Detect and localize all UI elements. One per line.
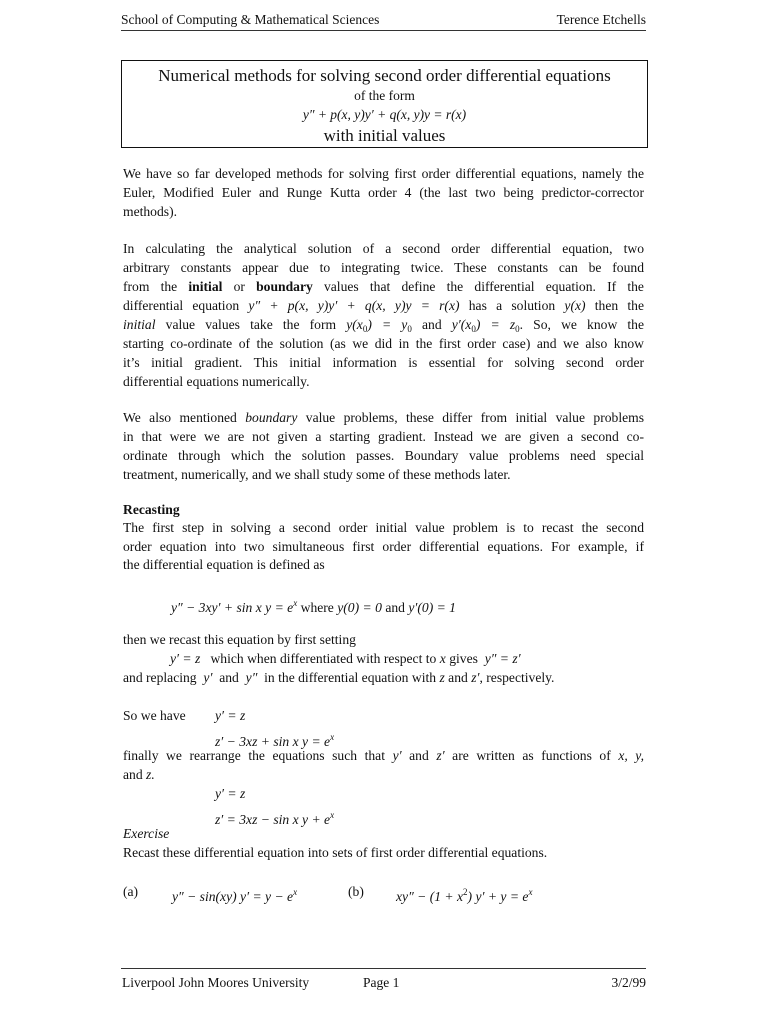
equation-exponent: x xyxy=(293,887,298,897)
text-line xyxy=(123,747,644,766)
text-line: it’s initial gradient. This initial information is essential for solving second order xyxy=(123,355,644,370)
variable: x xyxy=(439,651,446,666)
text-fragment: , respectively. xyxy=(479,670,555,685)
text-line: then we recast this equation by first setting xyxy=(123,632,356,647)
equation-exponent: 2 xyxy=(463,887,468,897)
variable: z′ xyxy=(436,748,445,763)
term-initial-italic: initial xyxy=(123,317,156,332)
text-fragment: from the xyxy=(123,279,178,294)
text-fragment: or xyxy=(233,279,245,294)
title-equation: y″ + p(x, y)y′ + q(x, y)y = r(x) xyxy=(302,107,467,122)
inline-equation: y″ = z′ xyxy=(484,651,521,666)
footer-university: Liverpool John Moores University xyxy=(122,975,310,990)
text-fragment: gives xyxy=(449,651,478,666)
text-fragment: and xyxy=(409,748,429,763)
text-line: arbitrary constants appear due to integrating twice. These constants can be found xyxy=(123,260,644,275)
text-fragment: and xyxy=(219,670,239,685)
text-fragment: and replacing xyxy=(123,670,197,685)
text-fragment: which when differentiated with respect to xyxy=(210,651,437,666)
text-fragment: differential equation xyxy=(123,298,240,313)
equation-exponent: x xyxy=(330,810,335,820)
text-line: differential equations numerically. xyxy=(123,374,310,389)
title-box xyxy=(121,60,648,148)
display-equation xyxy=(171,594,692,618)
inline-equation: $y(x_0) = y_0$ xyxy=(346,317,412,334)
text-line: the differential equation is defined as xyxy=(123,557,325,572)
text-line: treatment, numerically, and we shall study some of these methods later. xyxy=(123,467,511,482)
variable: y′ xyxy=(392,748,402,763)
text-fragment: value values take the form xyxy=(165,317,337,332)
system-equation: y′ = z xyxy=(215,708,246,723)
text-line xyxy=(123,297,644,316)
term-initial: initial xyxy=(188,279,223,294)
variable: z. xyxy=(146,767,155,782)
footer-date: 3/2/99 xyxy=(611,975,646,990)
text-line: starting co-ordinate of the solution (as we did in the first order case) and we also know xyxy=(123,336,644,351)
variable: y″ xyxy=(245,670,258,685)
text-fragment: and xyxy=(448,670,468,685)
page-footer xyxy=(121,968,646,993)
text-line: ordinate through which the solution passes. Boundary value problems need special xyxy=(123,448,644,463)
equation-body: z′ = 3xz − sin x y + e xyxy=(215,812,331,827)
text-fragment: has a solution xyxy=(468,298,556,313)
section-heading-exercise: Exercise xyxy=(123,826,170,841)
text-fragment: and xyxy=(385,600,405,615)
text-line: order equation into two simultaneous first order differential equations. For example, if xyxy=(123,539,644,554)
text-line: initial value values take the form $y(x_0) = y_0$ and $y'(x_0) = z_0$. So, we know the xyxy=(123,317,645,334)
title-form-line: of the form xyxy=(354,88,415,103)
equation-body: y″ − 3xy′ + sin x y = e xyxy=(171,600,294,615)
text-fragment: finally we rearrange the equations such that xyxy=(123,748,385,763)
text-line: in that were we are not given a starting gradient. Instead we are given a second co- xyxy=(123,429,644,444)
inline-equation: y(x) xyxy=(564,298,586,313)
exercise-a-label: (a) xyxy=(123,884,139,899)
text-fragment: where xyxy=(300,600,334,615)
text-fragment: We also mentioned xyxy=(123,410,237,425)
text-fragment: values that define the differential equation. If the xyxy=(323,279,644,294)
equation-body: y″ − sin(xy) y′ = y − e xyxy=(172,889,294,904)
footer-page-number: Page 1 xyxy=(363,975,400,990)
text-fragment: and xyxy=(123,767,143,782)
text-line: In calculating the analytical solution of a second order differential equation, two xyxy=(123,241,644,256)
equation-body: ) y′ + y = e xyxy=(467,889,529,904)
text-line xyxy=(123,409,644,428)
text-fragment: in the differential equation with xyxy=(264,670,437,685)
equation-body: z′ − 3xz + sin x y = e xyxy=(215,734,331,749)
text-line: The first step in solving a second order initial value problem is to recast the second xyxy=(123,520,644,535)
paragraph-intro: We have so far developed methods for solving first order differential equations, namely the Euler, Modified Euler and Runge Kutta order 4 (the last two being predictor-corrector methods). xyxy=(123,166,644,219)
exercise-instruction: Recast these differential equation into sets of first order differential equations. xyxy=(123,845,548,860)
section-heading-recasting: Recasting xyxy=(123,502,180,517)
text-fragment: So, we know the xyxy=(533,317,645,332)
term-boundary-italic: boundary xyxy=(245,410,298,425)
equation-body: xy″ − (1 + x xyxy=(396,889,464,904)
text-line xyxy=(170,650,691,669)
equation-exponent: x xyxy=(528,887,533,897)
initial-condition: y′(0) = 1 xyxy=(408,600,456,615)
equation-exponent: x xyxy=(293,598,298,608)
initial-condition: y(0) = 0 xyxy=(337,600,382,615)
inline-equation: y′ = z xyxy=(170,651,201,666)
text-fragment: then the xyxy=(594,298,645,313)
text-line xyxy=(123,278,644,297)
text-line xyxy=(123,766,644,785)
term-boundary: boundary xyxy=(256,279,313,294)
inline-equation: $y'(x_0) = z_0$ xyxy=(451,317,520,334)
system-equation: y′ = z xyxy=(215,786,246,801)
exercise-b-equation xyxy=(396,883,768,907)
variable: z xyxy=(439,670,445,685)
variable: z′ xyxy=(471,670,480,685)
equation-exponent: x xyxy=(330,732,335,742)
title-subtitle: with initial values xyxy=(323,126,446,145)
inline-equation: y″ + p(x, y)y′ + q(x, y)y = r(x) xyxy=(248,298,460,313)
page-header xyxy=(121,0,646,31)
text-fragment: are written as functions of xyxy=(452,748,611,763)
variable: y′ xyxy=(203,670,213,685)
header-school: School of Computing & Mathematical Sciences xyxy=(121,12,380,27)
variable-list: x, y, xyxy=(618,748,644,763)
text-line: So we have xyxy=(123,708,186,723)
text-line xyxy=(123,669,644,688)
document-title: Numerical methods for solving second order differential equations xyxy=(158,66,611,85)
text-fragment: value problems, these differ from initial value problems xyxy=(305,410,644,425)
header-author: Terence Etchells xyxy=(556,12,646,27)
exercise-b-label: (b) xyxy=(348,884,364,899)
